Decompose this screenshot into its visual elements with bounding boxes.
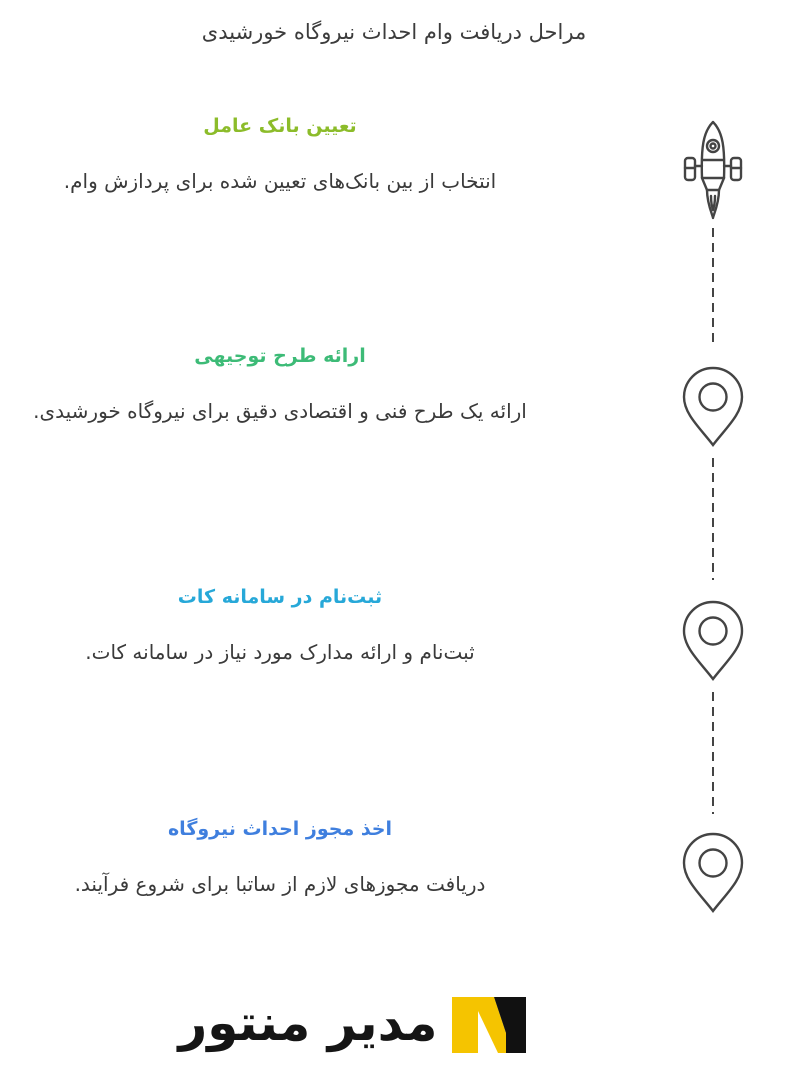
step-2-description: ارائه یک طرح فنی و اقتصادی دقیق برای نیروگاه خورشیدی. — [33, 399, 527, 423]
timeline-connector-3 — [712, 692, 714, 814]
step-4 — [0, 818, 560, 901]
step-3-heading: ثبت‌نام در سامانه کات — [177, 586, 383, 608]
map-pin-icon — [682, 366, 744, 448]
diagram-title: مراحل دریافت وام احداث نیروگاه خورشیدی — [201, 20, 587, 44]
step-1 — [0, 115, 560, 198]
step-4-heading: اخذ مجوز احداث نیروگاه — [167, 818, 393, 840]
timeline-connector-1 — [712, 228, 714, 346]
step-2-heading: ارائه طرح توجیهی — [194, 345, 366, 367]
map-pin-icon — [682, 832, 744, 914]
step-4-description: دریافت مجوزهای لازم از ساتبا برای شروع فرآیند. — [74, 872, 486, 896]
timeline-connector-2 — [712, 458, 714, 580]
logo-wordmark: مدیر منتور — [178, 994, 438, 1052]
map-pin-icon — [682, 600, 744, 682]
step-1-heading: تعیین بانک عامل — [203, 115, 357, 137]
step-1-description: انتخاب از بین بانک‌های تعیین شده برای پردازش وام. — [63, 169, 497, 193]
step-3 — [0, 586, 560, 669]
step-3-description: ثبت‌نام و ارائه مدارک مورد نیاز در سامانه کات. — [85, 640, 475, 664]
rocket-icon — [681, 118, 745, 226]
step-2 — [0, 345, 560, 428]
logo-m-mark-icon — [450, 993, 528, 1055]
